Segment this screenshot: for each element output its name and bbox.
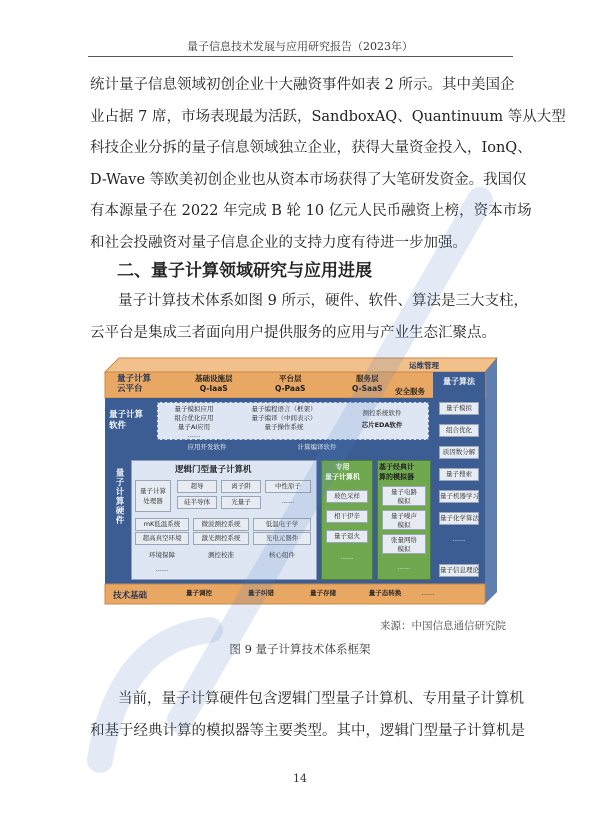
algorithm-item: 组合优化 [439, 424, 479, 437]
special-qc-item: ...... [340, 553, 354, 561]
cloud-layer-paas: 平台层 Q-PaaS [275, 374, 306, 393]
special-qc-title: 专用 量子计算机 [325, 463, 360, 481]
qubit-type: 硅半导体 [177, 496, 217, 509]
cloud-layer-iaas: 基础设施层 Q-IaaS [195, 374, 233, 393]
paragraph-3 [90, 684, 525, 747]
base-item: 量子态转换 [368, 589, 402, 597]
algorithm-title: 量子算法 [443, 377, 475, 386]
support-system: ...... [155, 565, 169, 573]
paragraph-1 [90, 70, 566, 260]
algorithm-item: 量子化学算法 [439, 512, 479, 525]
cloud-layer-saas: 服务层 Q-SaaS [352, 374, 383, 393]
qubit-type: 超导 [177, 480, 217, 493]
paragraph-3-line: 当前，量子计算硬件包含逻辑门型量子计算机、专用量子计算机 [118, 691, 524, 707]
support-system: 激光测控系统 [193, 532, 249, 545]
base-item: 量子存储 [310, 589, 336, 597]
software-item: 量子编程语言（框架） [251, 405, 317, 413]
software-item: 量子模拟应用 [174, 405, 214, 413]
software-item: 测控系统软件 [362, 409, 402, 417]
paragraph-1-line: 和社会投融资对量子信息企业的支持力度有待进一步加强。 [90, 234, 467, 251]
software-item: 量子操作系统 [264, 423, 304, 431]
header-rule [88, 56, 513, 57]
simulator-item: 量子噪声 模拟 [382, 510, 426, 530]
software-item: 量子编译（中间表示） [251, 414, 317, 422]
figure-source: 来源：中国信息通信研究院 [380, 620, 506, 632]
qpu-label: 量子计算 处理器 [135, 480, 171, 512]
logic-gate-title: 逻辑门型量子计算机 [175, 465, 252, 475]
software-title: 量子计算 软件 [109, 410, 144, 431]
special-qc-item: 量子退火 [326, 530, 368, 543]
base-item: ...... [421, 589, 435, 597]
qubit-type: ...... [281, 497, 295, 505]
algorithm-item: 质因数分解 [439, 446, 479, 459]
paragraph-2 [90, 286, 528, 349]
paragraph-2-line: 量子计算技术体系如图 9 所示，硬件、软件、算法是三大支柱， [118, 293, 528, 309]
software-item: 量子AI应用 [177, 423, 211, 431]
paragraph-2-line: 云平台是集成三者面向用户提供服务的应用与产业生态汇聚点。 [90, 324, 496, 341]
support-system: 微波测控系统 [193, 518, 249, 531]
support-system: 光电元器件 [253, 532, 311, 545]
paragraph-1-line: 有本源量子在 2022 年完成 B 轮 10 亿元人民币融资上榜，资本市场 [90, 203, 532, 220]
figure-quantum-computing-framework [97, 352, 505, 610]
paragraph-1-line: D-Wave 等欧美初创企业也从资本市场获得了大笔研发资金。我国仅 [90, 171, 527, 188]
algorithm-item: 量子机器学习 [439, 490, 479, 503]
page-number: 14 [293, 772, 307, 785]
paragraph-1-line: 科技企业分拆的量子信息领域独立企业，获得大量资金投入，IonQ、 [90, 140, 532, 157]
software-item: 应用开发软件 [187, 443, 227, 451]
support-system: 超高真空环境 [135, 532, 189, 545]
support-system: mK低温系统 [135, 518, 189, 531]
base-item: 量子调控 [186, 589, 212, 597]
cloud-security: 安全服务 [395, 387, 425, 396]
running-header: 量子信息技术发展与应用研究报告（2023年） [187, 40, 413, 53]
right-side-face [485, 358, 497, 604]
section-heading: 二、量子计算领域研究与应用进展 [117, 261, 372, 281]
software-item: 组合优化应用 [174, 414, 214, 422]
support-system: 低温电子学 [253, 518, 311, 531]
base-item: 量子纠错 [248, 589, 274, 597]
special-qc-item: 玻色采样 [326, 490, 368, 503]
software-item: ...... [187, 431, 201, 439]
support-system: 核心组件 [269, 551, 295, 559]
base-title: 技术基础 [113, 591, 148, 601]
paragraph-1-line: 统计量子信息领域初创企业十大融资事件如表 2 所示。其中美国企 [90, 77, 515, 93]
qubit-type: 中性原子 [265, 480, 311, 493]
algorithm-item: 量子模拟 [439, 402, 479, 415]
special-qc-item: 相干伊辛 [326, 510, 368, 523]
paragraph-1-line: 业占据 7 席，市场表现最为活跃，SandboxAQ、Quantinuum 等从大型 [90, 108, 566, 125]
hardware-title: 量子计算硬件 [114, 468, 124, 525]
figure-caption: 图 9 量子计算技术体系框架 [229, 642, 371, 656]
support-system: 环境保障 [149, 551, 175, 559]
support-system: 测控校准 [208, 551, 234, 559]
cloud-ops: 运维管理 [409, 361, 439, 370]
qubit-type: 离子阱 [221, 480, 261, 493]
algorithm-item: 量子信息理论 [439, 564, 479, 577]
simulator-item: 张量网络 模拟 [382, 534, 426, 554]
software-item: 芯片EDA软件 [361, 421, 403, 429]
simulator-item: ...... [397, 563, 411, 571]
paragraph-3-line: 和基于经典计算的模拟器等主要类型。其中，逻辑门型量子计算机是 [90, 722, 525, 739]
simulator-title: 基于经典计 算的模拟器 [379, 463, 414, 481]
qubit-type: 光量子 [221, 496, 261, 509]
algorithm-item: 量子搜索 [439, 468, 479, 481]
software-item: 计算编译软件 [297, 443, 337, 451]
cloud-title: 量子计算 云平台 [117, 374, 152, 394]
algorithm-item: ...... [452, 535, 466, 543]
simulator-item: 量子电路 模拟 [382, 486, 426, 506]
